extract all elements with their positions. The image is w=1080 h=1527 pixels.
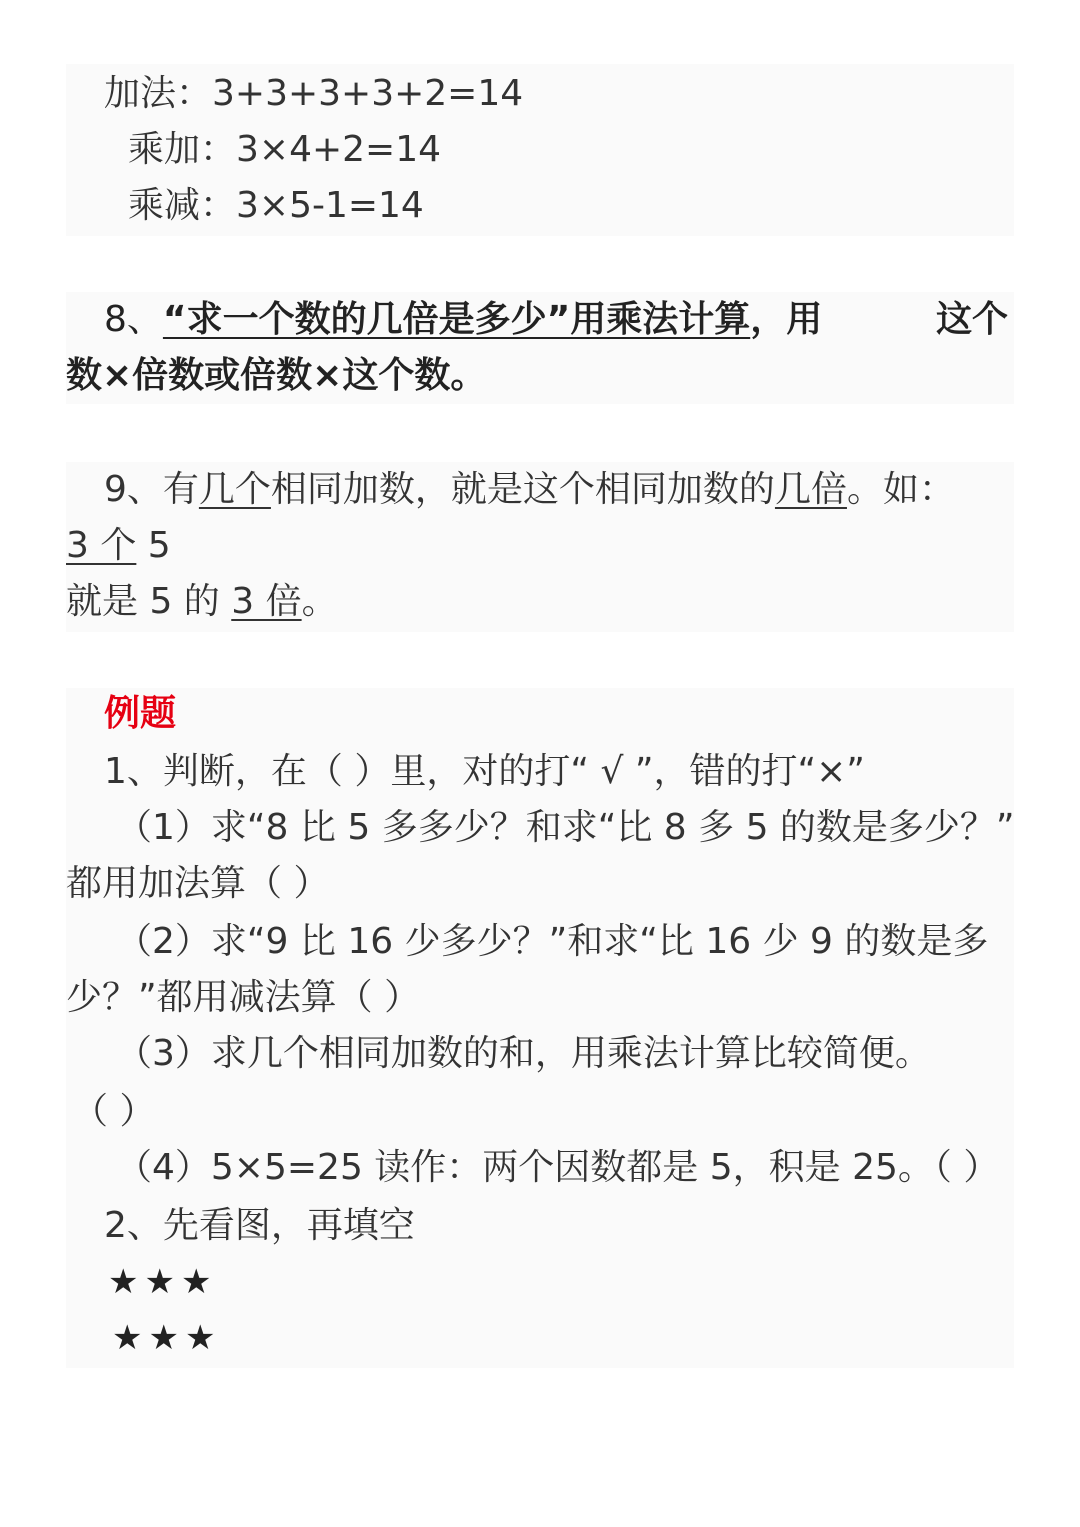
- multiply-add-formula: 乘加：3×4+2=14: [128, 129, 442, 170]
- rule-8-underlined: “求一个数的几倍是多少”用乘法计算: [162, 299, 751, 340]
- rule-9-b: 相同加数，就是这个相同加数的: [270, 469, 775, 510]
- rule-8-after: ，用: [750, 299, 823, 340]
- question-1-1-line-2: 都用加法算（ ）: [66, 863, 330, 904]
- rule-8-line-2: 数×倍数或倍数×这个数。: [66, 355, 487, 396]
- rule-9-underline-3: 3 个: [66, 525, 137, 566]
- question-1-2-line-2: 少？”都用减法算（ ）: [66, 977, 421, 1018]
- rule-9-a: 9、有: [104, 469, 199, 510]
- rule-9-f: 。: [301, 581, 338, 622]
- question-2: 2、先看图，再填空: [104, 1205, 415, 1246]
- question-1-1-line-1: （1）求“8 比 5 多多少？和求“比 8 多 5 的数是多少？”: [116, 807, 1015, 848]
- rule-9-underline-2: 几倍: [774, 469, 847, 510]
- rule-9-d: 5: [136, 525, 171, 566]
- multiply-subtract-formula: 乘减：3×5-1=14: [128, 185, 424, 226]
- rule-9-e: 就是 5 的: [66, 581, 232, 622]
- rule-9-line-3: [66, 578, 338, 626]
- question-1-3-line-2: （ ）: [72, 1091, 156, 1132]
- star-row-1: ★★★: [108, 1262, 218, 1302]
- rule-9-c: 。如：: [846, 469, 955, 510]
- rule-8-tail: 这个: [936, 299, 1009, 340]
- question-1-4: （4）5×5=25 读作：两个因数都是 5，积是 25。（ ）: [116, 1147, 1000, 1188]
- rule-9-line-2: [66, 522, 171, 570]
- rule-9-line-1: [104, 466, 955, 514]
- rule-9-underline-4: 3 倍: [231, 581, 302, 622]
- rule-8-number: 8、: [104, 299, 163, 340]
- addition-formula: 加法：3+3+3+3+2=14: [104, 73, 524, 114]
- question-1-2-line-1: （2）求“9 比 16 少多少？”和求“比 16 少 9 的数是多: [116, 921, 989, 962]
- question-1: 1、判断，在（ ）里，对的打“ √ ”，错的打“×”: [104, 751, 865, 792]
- question-1-3-line-1: （3）求几个相同加数的和，用乘法计算比较简便。: [116, 1033, 931, 1074]
- examples-heading: 例题: [104, 693, 177, 734]
- rule-9-underline-1: 几个: [198, 469, 271, 510]
- star-row-2: ★★★: [112, 1318, 222, 1358]
- rule-8-line-1: [104, 296, 822, 344]
